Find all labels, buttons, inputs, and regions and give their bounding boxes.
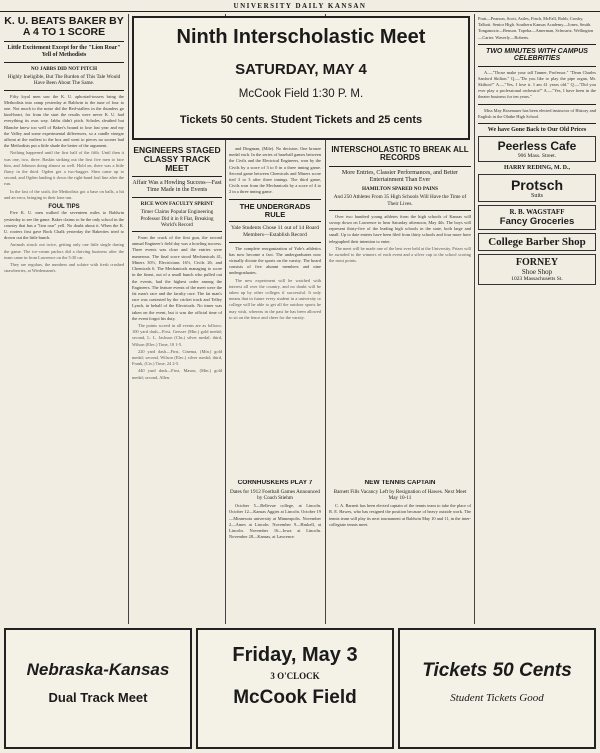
divider xyxy=(229,242,321,243)
subhead-ineligible: Highly Ineligible, But The Burden of This Tale Would Have Been About The Same. xyxy=(7,74,121,87)
entries-list: Pratt—Pearson, Scott, Astles, Finch, McFall, Robb, Crosby, Talbott. Senior High. Southern Kansas Academy—Jones, Smith. Tonganoxie—Benson. Topeka—Amerman, Schwartz. Wellington—Carter. Waverly—Roberts. xyxy=(478,16,594,40)
paragraph: They are regulars, the numbers and solaire with fresh crushed strawberries, at Wiedemann's. xyxy=(4,262,124,274)
article-body xyxy=(329,214,471,265)
divider xyxy=(132,176,222,177)
paragraph: The meet will be made one of the best ever held at the University. Prizes will be awarded to the winners of each event and a silver cup to the school scoring the most points. xyxy=(329,245,471,264)
meet-ad-tickets: Tickets 50 cents. Student Tickets and 25 cents xyxy=(179,114,423,126)
forney-title: FORNEY xyxy=(515,256,559,268)
paragraph: Fifty loyal men saw the K. U. aphoriad-tossers bring the Methodists into camp yesterday at Baldwin to the tune of four to one. Not much to the noise did the Red-stallers in the thunders go kind-heart, for from the start the results were never K. U. had everything its own way. Jabbs didn't pitch. Scholes sleuthed but Blanche knew too well of Baker's bound to lose last year and my the Valley and some experimental differences, so a candle vinegar affront at the earliest to the box and went to pieces no sooner had the Methodists put a little shade the better of the argument. xyxy=(4,93,124,149)
subhead-howling: Affair Was a Howling Success—Fast Time Made in the Events xyxy=(132,179,222,193)
paragraph: Nothing happened until the first half of the fifth. Until then it was one, two, three. Baskin striking out the first five men to face him, and Johnson doing almost as well. Hold on, there was a little flurry in the third. Ogden got a two-bagger. Shea came up to second, and Ogden landing it down the right-hand foul line after the run. xyxy=(4,150,124,187)
masthead-rule xyxy=(0,11,600,12)
harry-reding-ad: HARRY REDING, M. D., xyxy=(503,164,571,171)
forney-ad xyxy=(478,254,596,285)
paragraph: Miss May Rosenauer has been elected instructor of History and English in the Olathe High School. xyxy=(478,107,596,119)
divider xyxy=(132,197,222,198)
subhead-rice: RICE WON FACULTY SPRINT xyxy=(140,201,214,208)
divider xyxy=(229,199,321,200)
meet-ad-title: Ninth Interscholastic Meet xyxy=(176,26,426,48)
groceries-title: Fancy Groceries xyxy=(499,215,575,227)
paragraph: The new experiment will be watched with interest all over the country, and no doubt will be taken up by other colleges if successful. It only means that in future every student in a university or college will be able to get all the outdoor sports he may wish, whereas in the past he has been allowed to sit on the fence and cheer for the varsity. xyxy=(229,277,321,320)
forney-address: 1023 Massachusetts St. xyxy=(511,275,563,282)
divider xyxy=(478,66,596,67)
nebraska-kansas-ad xyxy=(4,628,192,749)
article-body xyxy=(229,246,321,321)
nebraska-kansas-title: Nebraska-Kansas xyxy=(26,660,170,679)
subhead-dates: Dates for 1912 Football Games Announced by Coach Stiehm xyxy=(229,488,321,502)
old-prices-ad: We have Gone Back to Our Old Prices xyxy=(487,126,587,133)
tickets-ad xyxy=(398,628,596,749)
column-misc xyxy=(229,146,321,476)
paragraph: C. A. Barnett has been elected captain of the tennis team to take the place of R. E. Hawes, who has resigned the position because of heavy outside work. The tennis team will play its next tournament at Baldwin May 10 and 11, in the inter-collegiate tennis meet. xyxy=(329,503,471,527)
foul-tips-heading: FOUL TIPS xyxy=(48,204,80,211)
paragraph: A.—"Those make your tall Tanner, Professor." "Dean Charles Sanford Skilton." Q.—"Do you like to play the pipe organ, Mr. Skilton?" A.—"Yes, I love it. I am 41 years old." Q.—"Did you ever play a professional orchestra?" A.—"Yes, I have been in the theater business for ten years." xyxy=(478,69,596,100)
divider xyxy=(4,90,124,91)
subhead-barnett: Barnett Fills Vacancy Left by Resignation of Hawes. Next Meet May 10-11 xyxy=(333,488,467,502)
divider xyxy=(4,62,124,63)
meet-place: McCook Field xyxy=(233,687,357,708)
column-engineers xyxy=(132,146,222,476)
subhead-yale: Yale Students Chose 11 out of 14 Board Members—Establish Record xyxy=(231,225,319,238)
headline-undergrads: THE UNDERGRADS RULE xyxy=(239,201,311,219)
divider xyxy=(229,221,321,222)
divider xyxy=(329,166,471,167)
meet-ad-date: SATURDAY, MAY 4 xyxy=(235,61,367,78)
forney-sub: Shoe Shop xyxy=(521,267,553,276)
rosenauer-note xyxy=(478,108,596,120)
protsch-title: Protsch xyxy=(510,176,564,193)
column-interscholastic xyxy=(329,146,471,476)
subhead-athletes: And 250 Athletes From 35 High Schools Will Have the Time of Their Lives. xyxy=(333,194,467,207)
friday-meet-ad xyxy=(196,628,394,749)
headline-interscholastic: INTERSCHOLASTIC TO BREAK ALL RECORDS xyxy=(331,146,469,163)
paragraph: The points scored in all events are as follows: 100 yard dash—First, Gresser (Min.) gold medal; second, L. L. Jackson (Chs.) silver medal; third, Wilson (Elec.) Time, 10 1-5. xyxy=(132,322,222,347)
protsch-sub: Suits xyxy=(530,192,543,199)
divider xyxy=(329,210,471,211)
headline-baker: K. U. BEATS BAKER BY A 4 TO 1 SCORE xyxy=(4,16,124,39)
paragraph: In the last of the sixth, the Methodists got a base on balls, a hit and an error, bringing in their lone run. xyxy=(4,188,124,200)
divider xyxy=(132,231,222,232)
article-body xyxy=(329,503,471,528)
headline-tennis: NEW TENNIS CAPTAIN xyxy=(364,480,436,486)
meet-date: Friday, May 3 xyxy=(232,644,358,666)
paragraph: Animals struck out twice, getting only one little single during the game. The ice-cream parlors did a thriving business after the team came in from Lawrence on the 5:30 car. xyxy=(4,242,124,260)
headline-cornhuskers: CORNHUSKERS PLAY 7 xyxy=(237,480,313,486)
divider xyxy=(478,123,596,124)
paragraph: 220 yard dash—First, Cinema, (Min.) gold medal; second, Wilson (Elec.) silver medal; third, Frank, (Civ.) Time, 24 2-5. xyxy=(132,348,222,367)
divider xyxy=(4,41,124,42)
paragraph: October 5—Bellevue college, at Lincoln. October 12—Kansas Aggies at Lincoln. October 19—Minnesota university at Minneapolis. November 2—Ames at Lincoln. November 9—Haskell, at Lincoln. November 16—Iowa at Lincoln. November 28—Kansas, at Lawrence. xyxy=(229,503,321,540)
subhead-entries: More Entries, Classier Performances, and Better Entertainment Than Ever xyxy=(341,169,459,183)
peerless-cafe-ad xyxy=(478,136,596,162)
divider xyxy=(478,44,596,45)
article-body xyxy=(478,70,596,101)
masthead: UNIVERSITY DAILY KANSAN xyxy=(233,2,367,10)
peerless-address: 906 Mass. Street. xyxy=(517,152,557,159)
column-cornhuskers xyxy=(229,480,321,620)
interscholastic-meet-ad xyxy=(132,16,470,140)
dual-track-meet: Dual Track Meet xyxy=(48,690,148,705)
paragraph: From the crack of the first gun, the second annual Engineer's field day was a howling success. Three events was close and the entries were numerous. The final score stood Mechanicals 41, Miners 30½, Electricians 16½, Civils 26, and Chemicals 6. The Mechanicals managing to score in the finest, out of a small bunch who pulled out the events, had the highest order among the Engineers. The feature events of the meet were the fat man's race and the faculty race. The fat man's race was contested by the cricket track and Telley Lynch, in behalf of the Electricals. No timer was taken on the event, but it was the official time of the event forgot his duty. xyxy=(132,235,222,321)
article-body xyxy=(4,94,124,201)
subhead-timer: Timer Claims Popular Engineering Professor Did it in 8 Flat, Breaking World's Record xyxy=(140,209,214,228)
wagstaff-ad xyxy=(478,205,596,230)
subhead-jabbs: NO JABBS DID NOT PITCH xyxy=(30,65,98,72)
paragraph: and Dingman, (Mile). No decision. One bronze medal each. In the series of baseball games between the Civils and the Electrical Engineers, won by the Civils by a score of 3 to 0 in a three inning game. Second game between Chemicals and Miners score tied 3 to 3 after three innings. The third game, Civils won from the Mechanicals by a score of 4 to 2 in a three inning game. xyxy=(229,146,321,195)
subhead-hamilton: HAMILTON SPARED NO PAINS xyxy=(361,186,439,193)
column-divider xyxy=(474,14,475,624)
article-body xyxy=(132,235,222,381)
wagstaff-title: R. B. WAGSTAFF xyxy=(509,207,565,216)
student-tickets: Student Tickets Good xyxy=(450,692,544,704)
tickets-price: Tickets 50 Cents xyxy=(422,660,572,681)
column-tennis xyxy=(329,480,471,620)
headline-engineers: ENGINEERS STAGED CLASSY TRACK MEET xyxy=(133,146,221,173)
meet-ad-place: McCook Field 1:30 P. M. xyxy=(238,88,364,100)
column-baseball xyxy=(4,16,124,626)
headline-celebrities: TWO MINUTES WITH CAMPUS CELEBRITIES xyxy=(486,47,588,63)
column-celebrities xyxy=(478,16,596,626)
paragraph: Over two hundred young athletes from the high schools of Kansas will swoop down on Lawrence to hear Saturday afternoon, May 4th. The boys will represent thirty-five of the leading high schools in the state, both large and small. Up to date entries have been filed from thirty schools and four more have telegraphed their intention to enter. xyxy=(329,213,471,244)
protsch-ad xyxy=(478,174,596,202)
peerless-title: Peerless Cafe xyxy=(497,138,577,153)
barber-shop-ad: College Barber Shop xyxy=(478,233,596,251)
foul-tips-body xyxy=(4,210,124,274)
schedule-list xyxy=(229,503,321,540)
paragraph: 440 yard dash—First, Mason, (Min.) gold medal; second, Allen. xyxy=(132,368,222,380)
meet-time: 3 O'CLOCK xyxy=(270,671,320,681)
paragraph: Five K. U. men walked the seventeen miles to Baldwin yesterday to see the game. Baker claims to be the only school in the country that has a "lion roar" yell. No doubt about it. When the K. U. rooters first gave Rock Chalk yesterday the Bakerites tried to drown out the little bunch. xyxy=(4,210,124,241)
paragraph: The complete reorganization of Yale's athletics has now become a fact. The undergraduates now virtually dictate the sports on the varsity. The board consists of five alumni members and nine undergraduates. xyxy=(229,245,321,276)
subhead-lion-roar: Little Excitement Except for the "Lion Roar" Yell of Methodists xyxy=(7,45,121,58)
article-body xyxy=(229,146,321,196)
divider xyxy=(478,104,596,105)
column-divider xyxy=(128,14,129,624)
